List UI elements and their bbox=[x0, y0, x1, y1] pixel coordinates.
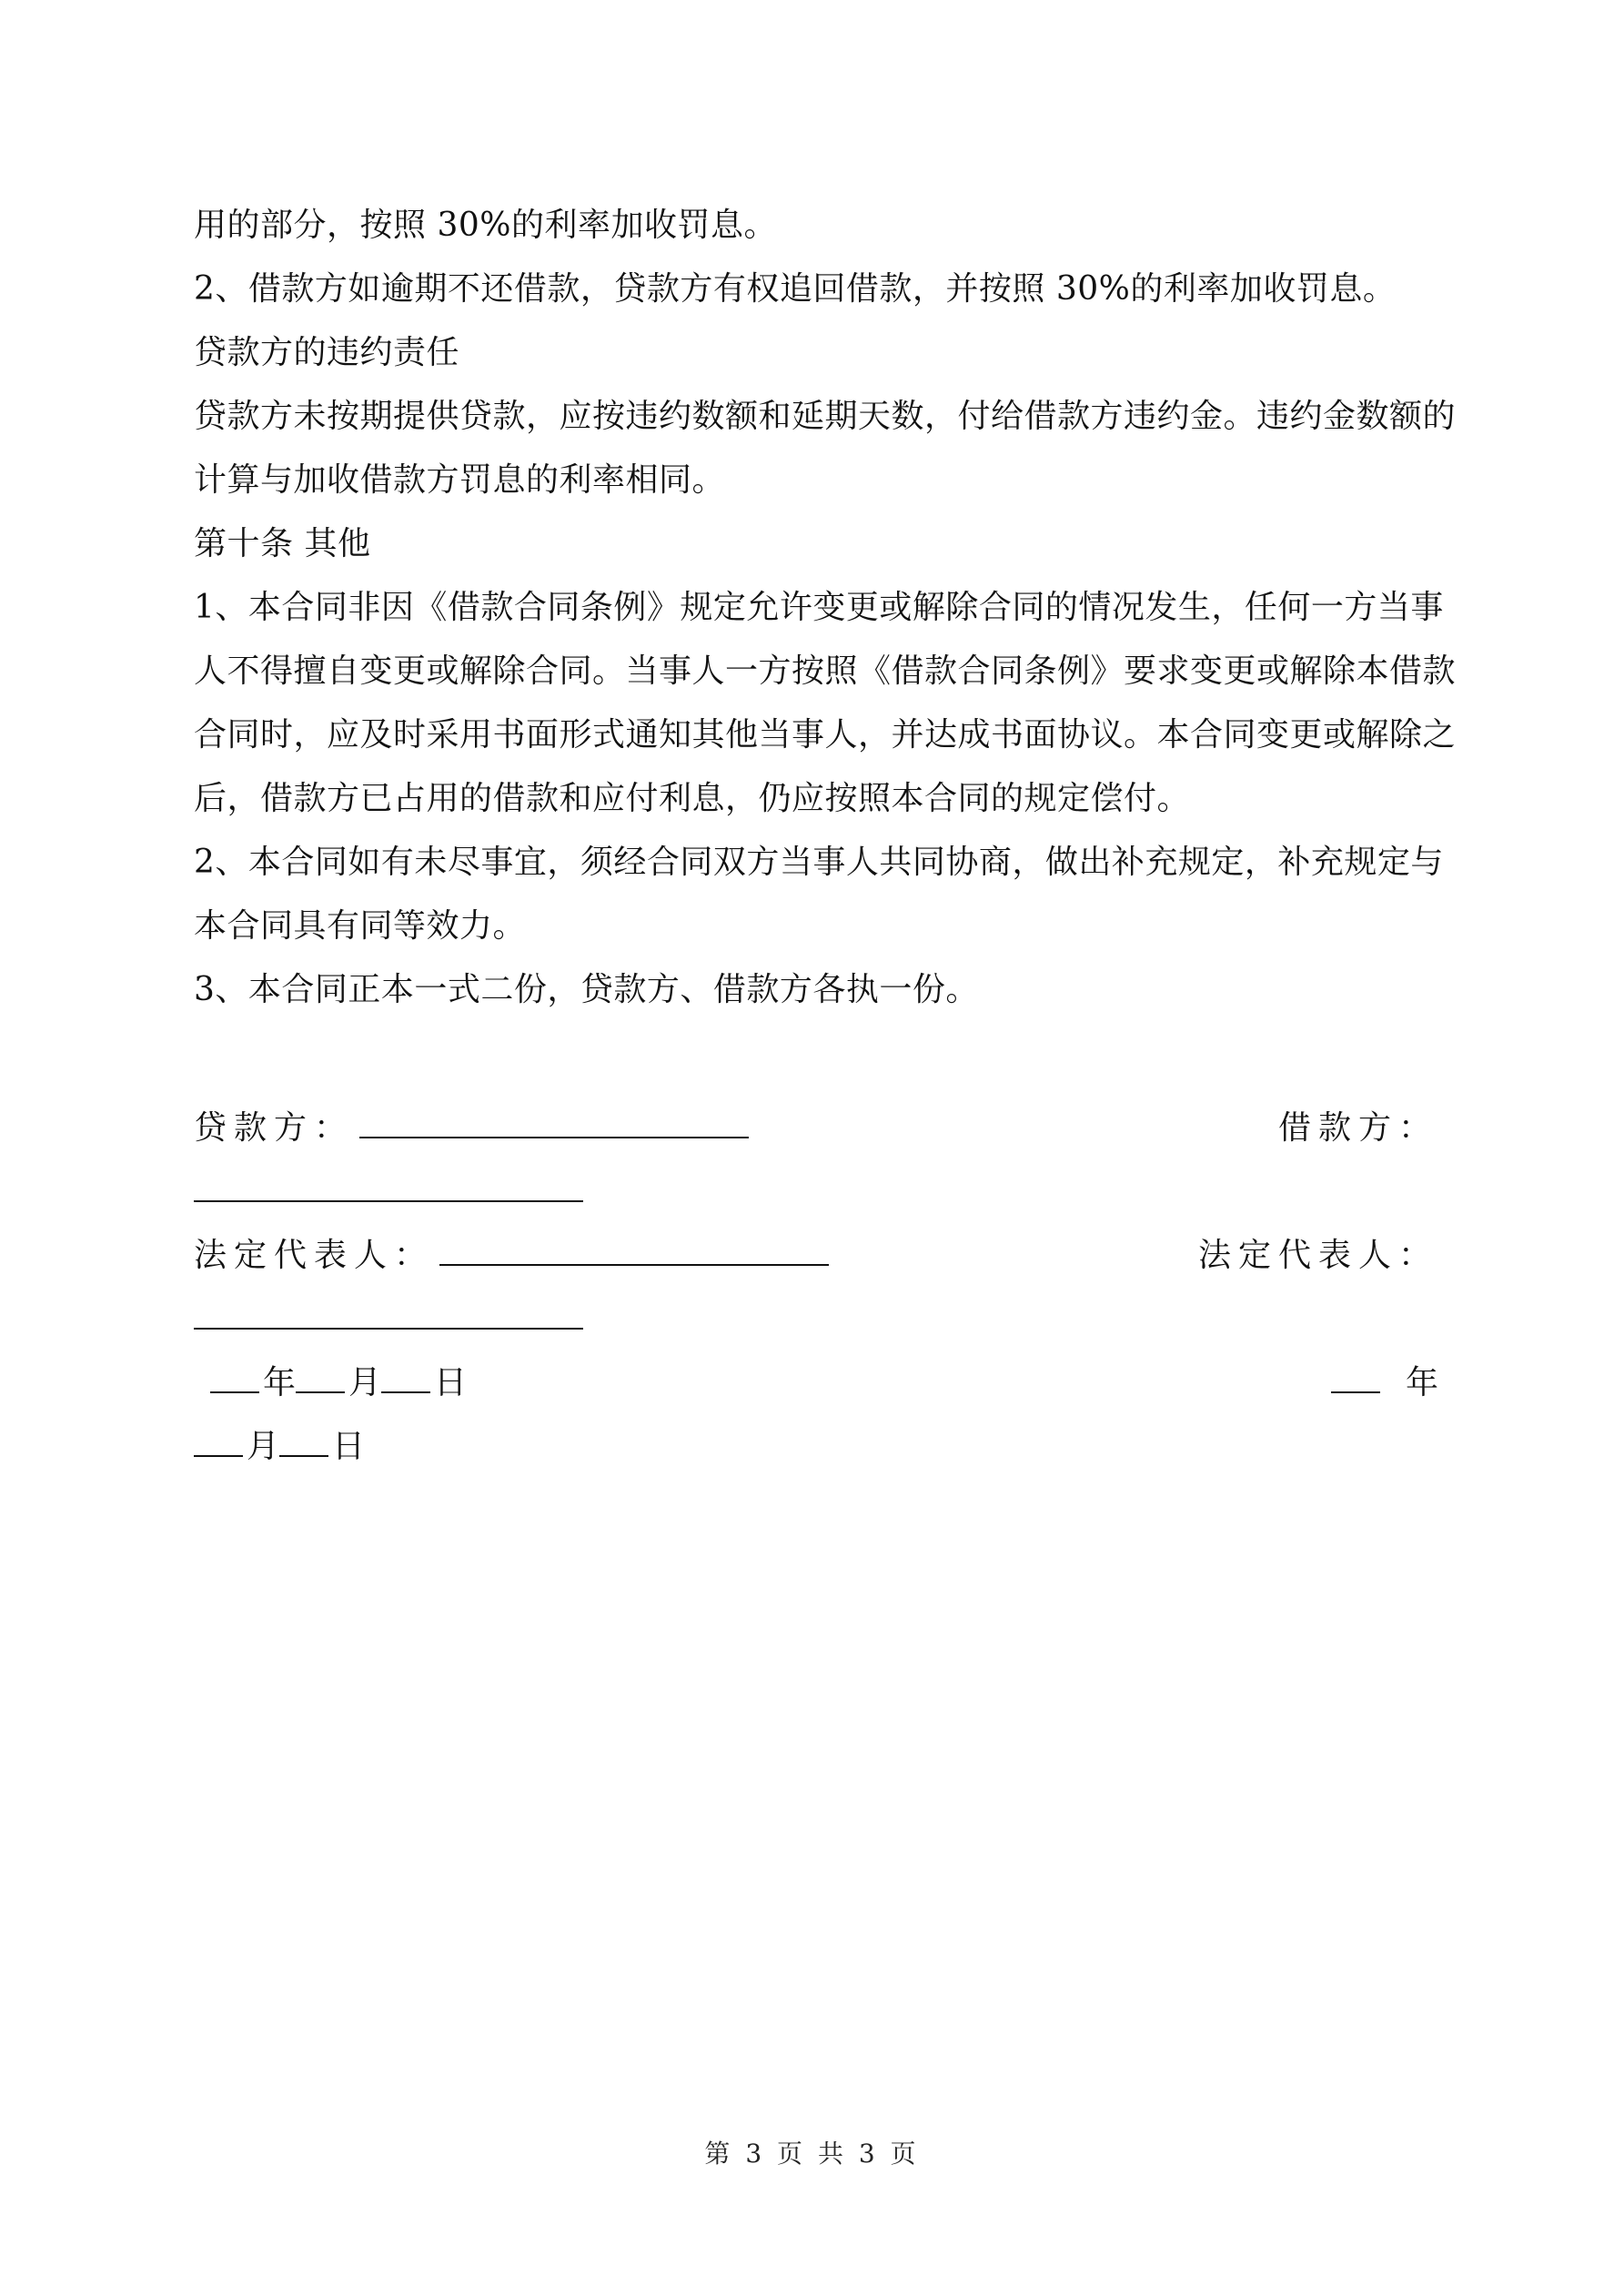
text-line: 人不得擅自变更或解除合同。当事人一方按照《借款合同条例》要求变更或解除本借款 bbox=[194, 652, 1457, 690]
month-blank bbox=[296, 1359, 345, 1393]
lender-rep-label: 法定代表人： bbox=[194, 1237, 435, 1274]
contract-body bbox=[194, 194, 1457, 1022]
text-line: 3、本合同正本一式二份，贷款方、借款方各执一份。 bbox=[194, 971, 979, 1008]
signature-block bbox=[194, 1097, 1438, 1479]
borrower-date-rest bbox=[194, 1415, 365, 1479]
year-label: 年 bbox=[263, 1364, 297, 1401]
borrower-rep-label: 法定代表人： bbox=[1197, 1237, 1438, 1274]
month-label: 月 bbox=[348, 1364, 382, 1401]
borrower-signature bbox=[194, 1160, 583, 1224]
page-number: 第 3 页 共 3 页 bbox=[704, 2139, 920, 2169]
borrower-rep-signature bbox=[194, 1288, 583, 1351]
borrower-label: 借款方： bbox=[1277, 1109, 1438, 1147]
text-line: 1、本合同非因《借款合同条例》规定允许变更或解除合同的情况发生，任何一方当事 bbox=[194, 589, 1444, 626]
text-line: 2、借款方如逾期不还借款，贷款方有权追回借款，并按照 30%的利率加收罚息。 bbox=[194, 270, 1397, 308]
lender-label: 贷款方： bbox=[194, 1109, 355, 1147]
date-row-cont bbox=[194, 1415, 1438, 1479]
signature-row-party bbox=[194, 1097, 1438, 1160]
lender-date bbox=[210, 1351, 467, 1415]
text-line: 2、本合同如有未尽事宜，须经合同双方当事人共同协商，做出补充规定，补充规定与 bbox=[194, 844, 1444, 881]
year-blank bbox=[210, 1359, 259, 1393]
year-label: 年 bbox=[1405, 1364, 1438, 1401]
lender-rep-signature bbox=[194, 1224, 829, 1288]
day-blank bbox=[279, 1422, 328, 1457]
text-line: 贷款方未按期提供贷款，应按违约数额和延期天数，付给借款方违约金。违约金数额的 bbox=[194, 398, 1457, 435]
lender-signature-line bbox=[359, 1104, 749, 1138]
signature-row-rep-cont bbox=[194, 1288, 1438, 1351]
text-line: 后，借款方已占用的借款和应付利息，仍应按照本合同的规定偿付。 bbox=[194, 780, 1191, 817]
article-heading: 第十条 其他 bbox=[194, 525, 371, 562]
day-label: 日 bbox=[434, 1364, 468, 1401]
signature-row-rep bbox=[194, 1224, 1438, 1288]
section-heading: 贷款方的违约责任 bbox=[194, 334, 460, 371]
text-line: 合同时，应及时采用书面形式通知其他当事人，并达成书面协议。本合同变更或解除之 bbox=[194, 716, 1457, 754]
borrower-signature-line bbox=[194, 1168, 583, 1202]
text-line: 本合同具有同等效力。 bbox=[194, 907, 527, 945]
signature-row-party-cont bbox=[194, 1160, 1438, 1224]
day-blank bbox=[381, 1359, 430, 1393]
date-row bbox=[194, 1351, 1438, 1415]
month-blank bbox=[194, 1422, 243, 1457]
month-label: 月 bbox=[247, 1428, 280, 1465]
text-line: 计算与加收借款方罚息的利率相同。 bbox=[194, 461, 726, 499]
text-line: 用的部分，按照 30%的利率加收罚息。 bbox=[194, 207, 777, 244]
lender-signature bbox=[194, 1097, 749, 1160]
lender-rep-signature-line bbox=[439, 1231, 829, 1266]
year-blank bbox=[1331, 1359, 1380, 1393]
borrower-date-year bbox=[1331, 1351, 1438, 1415]
borrower-rep-signature-line bbox=[194, 1295, 583, 1330]
day-label: 日 bbox=[332, 1428, 366, 1465]
